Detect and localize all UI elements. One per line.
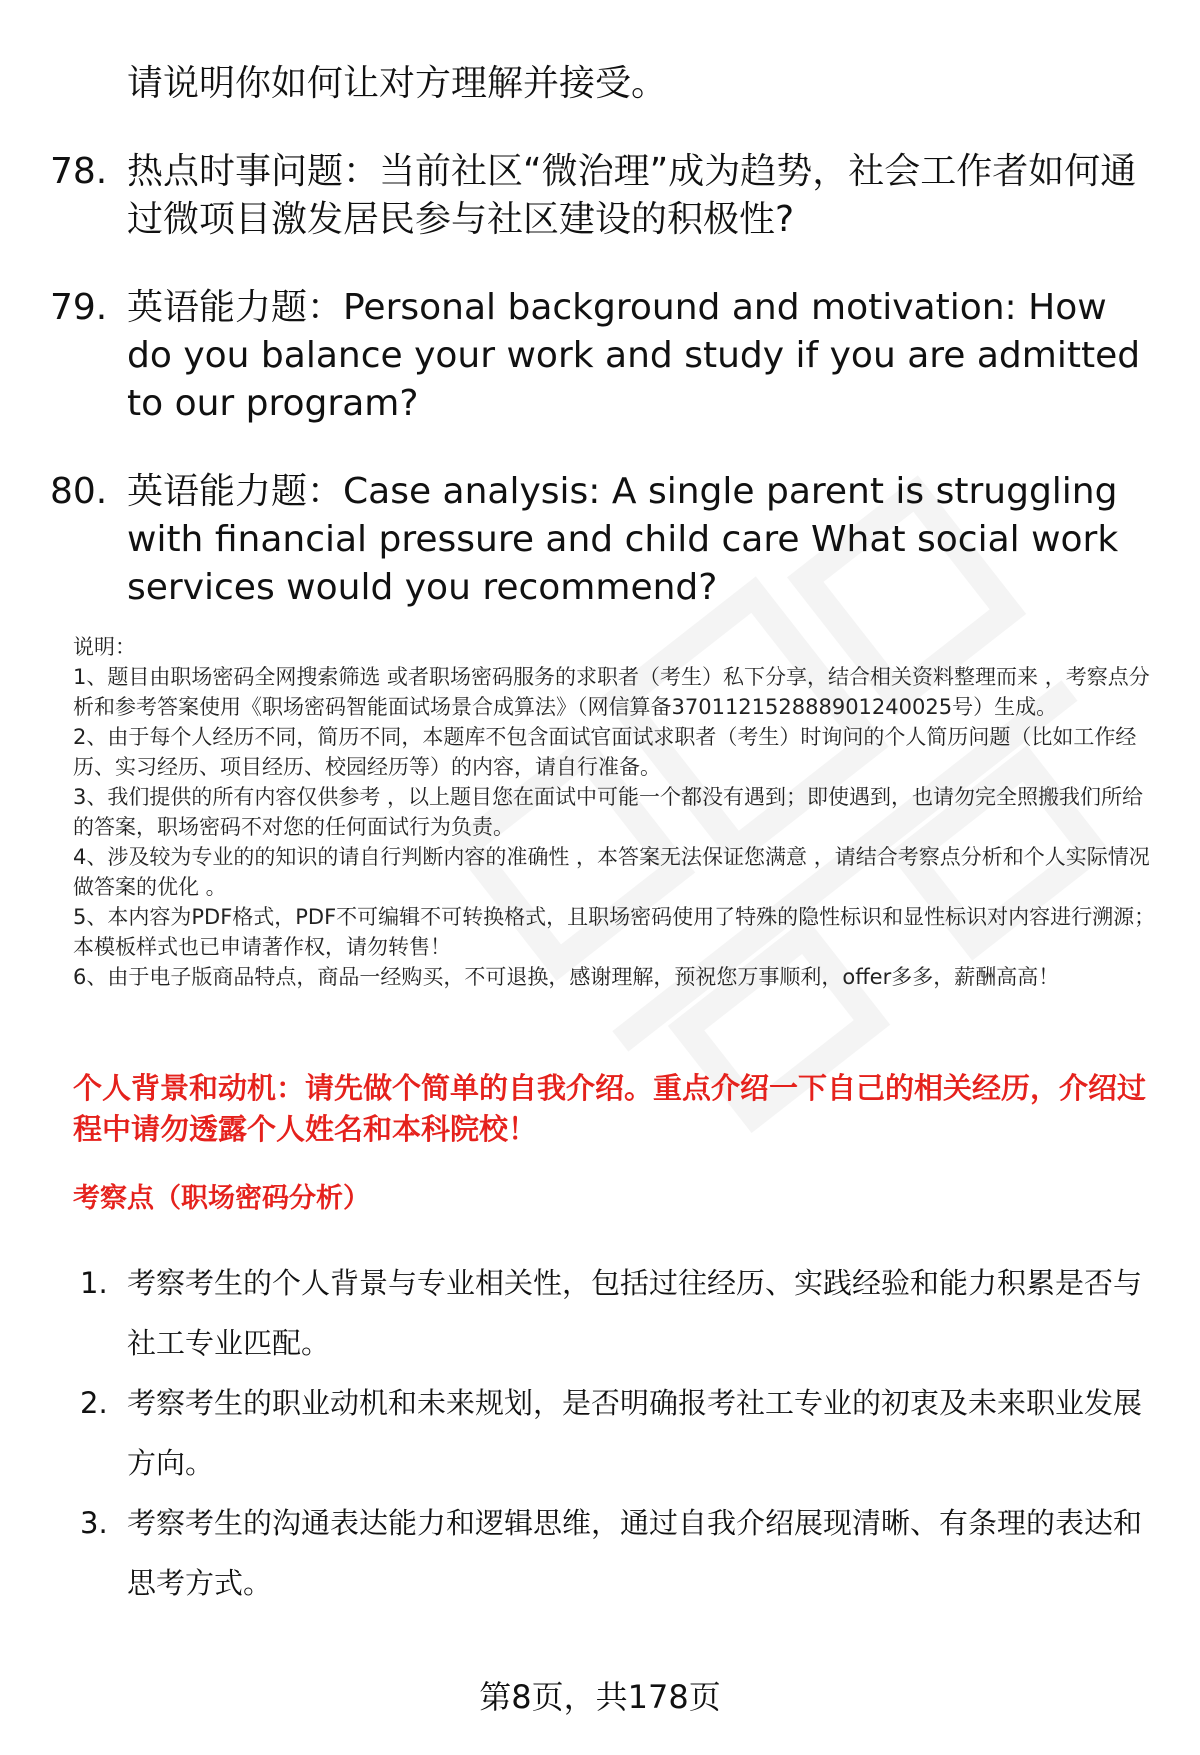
note-item: 4、涉及较为专业的的知识的请自行判断内容的准确性 ，本答案无法保证您满意 ，请结合考察点分析和个人实际情况做答案的优化 。 xyxy=(73,845,1150,899)
question-item xyxy=(50,284,1160,428)
point-number: 2. xyxy=(80,1386,108,1420)
question-item xyxy=(50,148,1160,244)
highlighted-question: 个人背景和动机：请先做个简单的自我介绍。重点介绍一下自己的相关经历，介绍过程中请勿透露个人姓名和本科院校！ xyxy=(73,1071,1147,1146)
question-text: 英语能力题：Case analysis: A single parent is struggling with financial pressure and child care What social work services would you recommend? xyxy=(127,471,1119,608)
question-number: 78. xyxy=(50,151,108,192)
point-number: 3. xyxy=(80,1506,108,1540)
analysis-points xyxy=(80,1253,1150,1613)
question-text: 热点时事问题：当前社区“微治理”成为趋势，社会工作者如何通过微项目激发居民参与社区建设的积极性? xyxy=(127,151,1137,240)
question-item xyxy=(50,468,1160,612)
note-item: 1、题目由职场密码全网搜索筛选 或者职场密码服务的求职者（考生）私下分享，结合相关资料整理而来 ，考察点分析和参考答案使用《职场密码智能面试场景合成算法》（网信算备370112152888901240025号）生成。 xyxy=(73,665,1150,719)
note-item: 5、本内容为PDF格式，PDF不可编辑不可转换格式，且职场密码使用了特殊的隐性标识和显性标识对内容进行溯源；本模板样式也已申请著作权，请勿转售！ xyxy=(73,905,1156,959)
analysis-point xyxy=(80,1253,1150,1373)
point-text: 考察考生的沟通表达能力和逻辑思维，通过自我介绍展现清晰、有条理的表达和思考方式。 xyxy=(127,1506,1143,1600)
note-item: 3、我们提供的所有内容仅供参考 ，以上题目您在面试中可能一个都没有遇到；即使遇到，也请勿完全照搬我们所给的答案，职场密码不对您的任何面试行为负责。 xyxy=(73,785,1144,839)
analysis-point xyxy=(80,1373,1150,1493)
page-number: 第8页，共178页 xyxy=(479,1678,721,1716)
point-text: 考察考生的职业动机和未来规划，是否明确报考社工专业的初衷及未来职业发展方向。 xyxy=(127,1386,1143,1480)
note-item: 2、由于每个人经历不同，简历不同，本题库不包含面试官面试求职者（考生）时询问的个人简历问题（比如工作经历、实习经历、项目经历、校园经历等）的内容，请自行准备。 xyxy=(73,725,1137,779)
question-number: 80. xyxy=(50,471,108,512)
note-item: 6、由于电子版商品特点，商品一经购买，不可退换，感谢理解，预祝您万事顺利，offer多多，薪酬高高！ xyxy=(73,965,1060,989)
notes-heading: 说明： xyxy=(73,635,136,659)
point-text: 考察考生的个人背景与专业相关性，包括过往经历、实践经验和能力积累是否与社工专业匹配。 xyxy=(127,1266,1143,1360)
analysis-point xyxy=(80,1493,1150,1613)
disclaimer-notes xyxy=(73,632,1163,992)
question-list xyxy=(50,60,1160,652)
point-number: 1. xyxy=(80,1266,108,1300)
previous-question-continuation: 请说明你如何让对方理解并接受。 xyxy=(127,63,668,104)
question-text: 英语能力题：Personal background and motivation: How do you balance your work and study if you are admitted to our program? xyxy=(127,287,1141,424)
question-number: 79. xyxy=(50,287,108,328)
analysis-heading: 考察点（职场密码分析） xyxy=(73,1183,370,1214)
